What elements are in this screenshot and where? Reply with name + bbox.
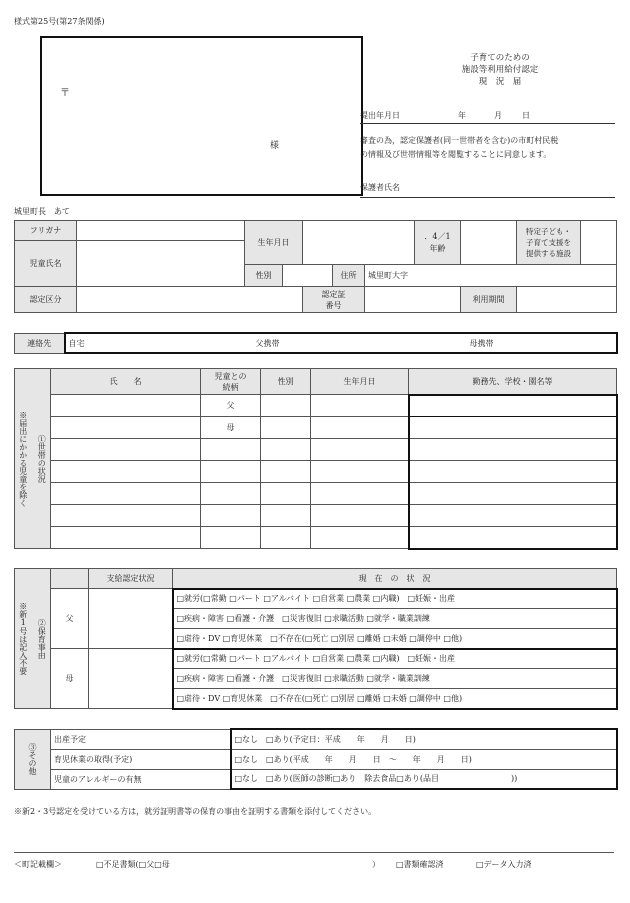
furigana-input[interactable] xyxy=(77,221,245,241)
contact-label: 連絡先 xyxy=(15,333,65,353)
consent-line2: の情報及び世帯情報等を閲覧することに同意します。 xyxy=(360,150,552,159)
attachment-note: ※新2・3号認定を受けている方は，就労証明書等の保育の事由を証明する書類を添付してください。 xyxy=(14,807,377,816)
address-box[interactable] xyxy=(40,36,363,196)
birth-cell[interactable] xyxy=(311,505,409,527)
father-phone-label: 父携帯 xyxy=(255,338,280,348)
consent-line1: 審査の為，認定保護者(同一世帯者を含む)の市町村民税 xyxy=(360,136,559,145)
name-cell[interactable] xyxy=(51,461,201,483)
care-blank-header xyxy=(51,569,89,589)
special-line1: 特定子ども・ xyxy=(526,227,572,236)
household-section-title: ①世帯の状況 xyxy=(37,434,47,483)
workplace-cell[interactable] xyxy=(409,439,617,461)
gender-cell[interactable] xyxy=(261,505,311,527)
father-reason-line1[interactable]: □就労(□常勤 □パート □アルバイト □自営業 □農業 □内職) □妊娠・出産 xyxy=(173,589,617,609)
title-line3: 現 況 届 xyxy=(478,77,522,87)
gender-label: 性別 xyxy=(245,265,283,287)
relation-cell: 母 xyxy=(201,417,261,439)
guardian-label: 保護者氏名 xyxy=(360,183,400,192)
missing-docs-checkbox[interactable]: □不足書類(□父□母 xyxy=(96,860,170,869)
submission-label: 提出年月日 xyxy=(360,111,400,120)
postal-mark: 〒 xyxy=(60,88,70,99)
form-number: 様式第25号(第27条関係) xyxy=(14,17,105,26)
care-section-title: ②保育事由 xyxy=(37,618,47,659)
mother-reason-line1[interactable]: □就労(□常勤 □パート □アルバイト □自営業 □農業 □内職) □妊娠・出産 xyxy=(173,649,617,669)
relation-line1: 児童との xyxy=(214,371,247,381)
gender-cell[interactable] xyxy=(261,461,311,483)
mother-reason-line3[interactable]: □虐待・DV □育児休業 □不存在(□死亡 □別居 □離婚 □未婚 □調停中 □他) xyxy=(173,689,617,709)
gender-cell[interactable] xyxy=(261,439,311,461)
table-row xyxy=(15,395,617,417)
relation-cell[interactable] xyxy=(201,461,261,483)
care-section xyxy=(15,569,51,709)
gender-cell[interactable] xyxy=(261,395,311,417)
addressee: 城里町長 あて xyxy=(14,207,70,216)
address-label: 住所 xyxy=(333,265,365,287)
birth-cell[interactable] xyxy=(311,483,409,505)
care-note: ※新1号は記入不要 xyxy=(18,602,28,675)
sama-label: 様 xyxy=(270,141,280,151)
day-label: 日 xyxy=(522,111,530,120)
col-gender: 性別 xyxy=(261,369,311,395)
month-label: 月 xyxy=(494,111,502,120)
other-section-title: ③その他 xyxy=(28,743,37,775)
col-cert-status: 支給認定状況 xyxy=(89,569,173,589)
special-line2: 子育て支援を xyxy=(526,238,572,247)
birth-date-label: 生年月日 xyxy=(245,221,303,265)
table-row xyxy=(15,483,617,505)
guardian-name-field[interactable] xyxy=(360,182,615,198)
father-phone-field[interactable] xyxy=(215,333,435,353)
father-cert-status-input[interactable] xyxy=(89,589,173,649)
table-row xyxy=(15,417,617,439)
title-line2: 施設等利用給付認定 xyxy=(461,65,539,75)
care-reason-table xyxy=(14,568,618,710)
age-label xyxy=(415,221,461,265)
table-row xyxy=(15,461,617,483)
workplace-cell[interactable] xyxy=(409,461,617,483)
missing-docs-close: ） xyxy=(372,860,380,869)
form-title xyxy=(420,52,580,88)
age-input[interactable] xyxy=(461,221,517,265)
address-input[interactable]: 城里町大字 xyxy=(365,265,617,287)
office-label: ＜町記載欄＞ xyxy=(14,860,62,869)
col-name: 氏 名 xyxy=(51,369,201,395)
birth-cell[interactable] xyxy=(311,461,409,483)
household-table xyxy=(14,368,618,550)
relation-cell[interactable] xyxy=(201,527,261,549)
due-date-input[interactable]: □なし □あり(予定日：平成 年 月 日) xyxy=(231,729,617,749)
use-period-input[interactable] xyxy=(517,287,617,313)
workplace-cell[interactable] xyxy=(409,417,617,439)
child-name-label: 児童氏名 xyxy=(15,241,77,287)
data-entered-checkbox[interactable]: □データ入力済 xyxy=(476,860,532,869)
docs-checked-checkbox[interactable]: □書類確認済 xyxy=(396,860,444,869)
mother-label: 母 xyxy=(51,649,89,709)
name-cell[interactable] xyxy=(51,505,201,527)
cert-number-label xyxy=(303,287,365,313)
mother-phone-label: 母携帯 xyxy=(469,338,494,348)
mother-phone-field[interactable] xyxy=(435,333,617,353)
name-cell[interactable] xyxy=(51,527,201,549)
household-section xyxy=(15,369,51,549)
col-current-status: 現 在 の 状 況 xyxy=(173,569,617,589)
other-table xyxy=(14,728,618,790)
relation-cell[interactable] xyxy=(201,483,261,505)
home-phone-field[interactable]: 自宅 xyxy=(65,333,215,353)
relation-cell[interactable] xyxy=(201,439,261,461)
allergy-input[interactable]: □なし □あり(医師の診断□あり 除去食品□あり(品目 )) xyxy=(231,769,617,789)
age-unit: 年齢 xyxy=(429,243,446,253)
other-section xyxy=(15,729,51,789)
father-reason-line3[interactable]: □虐待・DV □育児休業 □不存在(□死亡 □別居 □離婚 □未婚 □調停中 □他) xyxy=(173,629,617,649)
father-reason-line2[interactable]: □疾病・障害 □看護・介護 □災害復旧 □求職活動 □就学・職業訓練 xyxy=(173,609,617,629)
name-cell[interactable] xyxy=(51,439,201,461)
table-row xyxy=(15,527,617,549)
age-date: ．4／1 xyxy=(424,231,451,241)
title-line1: 子育てのための xyxy=(470,53,530,63)
leave-input[interactable]: □なし □あり(平成 年 月 日 ～ 年 月 日) xyxy=(231,749,617,769)
gender-cell[interactable] xyxy=(261,527,311,549)
special-line3: 提供する施設 xyxy=(526,249,572,258)
consent-text xyxy=(360,134,620,162)
household-note: ※届出にかかる児童を除く xyxy=(18,410,28,507)
leave-label: 育児休業の取得(予定) xyxy=(51,749,231,769)
gender-cell[interactable] xyxy=(261,483,311,505)
birth-cell[interactable] xyxy=(311,417,409,439)
workplace-cell[interactable] xyxy=(409,483,617,505)
workplace-cell[interactable] xyxy=(409,395,617,417)
office-use-section xyxy=(14,852,614,869)
name-cell[interactable] xyxy=(51,483,201,505)
furigana-label: フリガナ xyxy=(15,221,77,241)
table-row xyxy=(15,505,617,527)
workplace-cell[interactable] xyxy=(409,527,617,549)
mother-reason-line2[interactable]: □疾病・障害 □看護・介護 □災害復旧 □求職活動 □就学・職業訓練 xyxy=(173,669,617,689)
birth-cell[interactable] xyxy=(311,439,409,461)
birth-cell[interactable] xyxy=(311,395,409,417)
gender-input[interactable] xyxy=(283,265,333,287)
contact-table xyxy=(14,332,618,354)
use-period-label: 利用期間 xyxy=(461,287,517,313)
birth-date-input[interactable] xyxy=(303,221,415,265)
due-date-label: 出産予定 xyxy=(51,729,231,749)
birth-cell[interactable] xyxy=(311,527,409,549)
col-relation xyxy=(201,369,261,395)
cert-line2: 番号 xyxy=(325,300,342,310)
year-label: 年 xyxy=(458,111,466,120)
cert-category-input[interactable] xyxy=(77,287,303,313)
child-name-input[interactable] xyxy=(77,241,245,287)
submission-date-field[interactable] xyxy=(360,110,615,124)
father-label: 父 xyxy=(51,589,89,649)
cert-number-input[interactable] xyxy=(365,287,461,313)
mother-cert-status-input[interactable] xyxy=(89,649,173,709)
relation-line2: 続柄 xyxy=(222,382,239,392)
child-info-table xyxy=(14,220,617,313)
relation-cell: 父 xyxy=(201,395,261,417)
cert-line1: 認定証 xyxy=(321,289,346,299)
name-cell[interactable] xyxy=(51,417,201,439)
workplace-cell[interactable] xyxy=(409,505,617,527)
allergy-label: 児童のアレルギーの有無 xyxy=(51,769,231,789)
relation-cell[interactable] xyxy=(201,505,261,527)
col-birth: 生年月日 xyxy=(311,369,409,395)
col-workplace: 勤務先、学校・園名等 xyxy=(409,369,617,395)
special-facility-label xyxy=(517,221,581,265)
cert-category-label: 認定区分 xyxy=(15,287,77,313)
table-row xyxy=(15,439,617,461)
gender-cell[interactable] xyxy=(261,417,311,439)
name-cell[interactable] xyxy=(51,395,201,417)
special-facility-input[interactable] xyxy=(581,221,617,265)
